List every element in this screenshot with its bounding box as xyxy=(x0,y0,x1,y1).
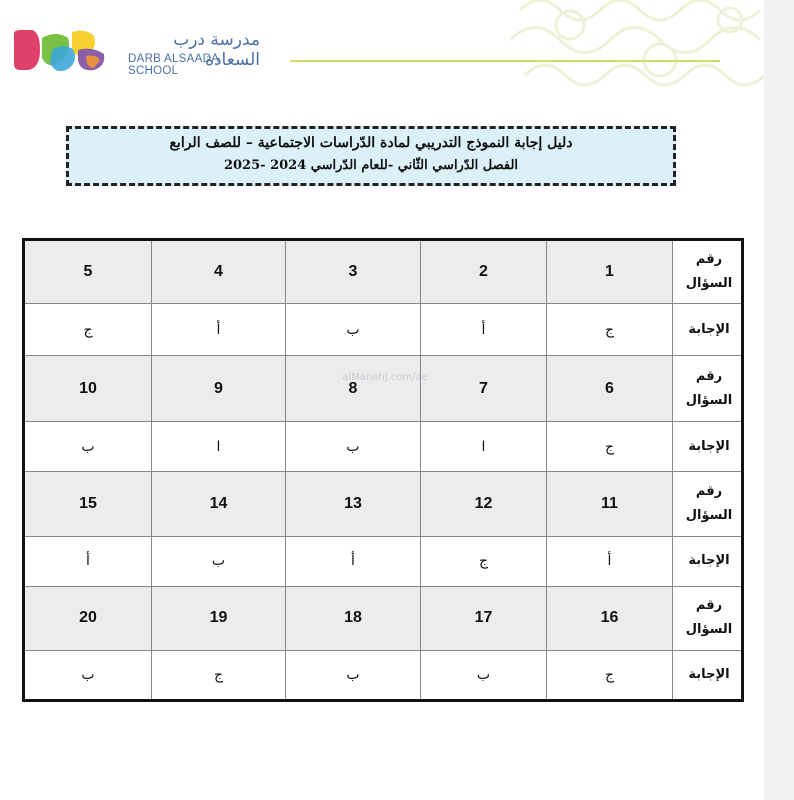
question-number-cell: 8 xyxy=(286,356,421,422)
answer-cell: أ xyxy=(421,304,547,356)
answer-cell: ب xyxy=(24,422,152,472)
question-number-label: رقم السؤال xyxy=(673,240,743,304)
question-number-cell: 15 xyxy=(24,472,152,536)
answer-cell: أ xyxy=(24,536,152,586)
school-name-english: DARB ALSAADA SCHOOL xyxy=(128,53,219,77)
answer-cell: ج xyxy=(152,650,286,700)
question-number-row xyxy=(24,586,743,650)
question-number-cell: 17 xyxy=(421,586,547,650)
answer-cell: أ xyxy=(152,304,286,356)
document-title: دليل إجابة النموذج التدريبي لمادة الدّراسات الاجتماعية – للصف الرابع xyxy=(169,135,573,151)
question-number-cell: 19 xyxy=(152,586,286,650)
question-number-cell: 18 xyxy=(286,586,421,650)
answer-row xyxy=(24,650,743,700)
question-number-cell: 4 xyxy=(152,240,286,304)
answer-cell: ج xyxy=(547,304,673,356)
answer-cell: ج xyxy=(421,536,547,586)
question-number-row xyxy=(24,356,743,422)
question-number-cell: 11 xyxy=(547,472,673,536)
watermark: alManahj.com/ae xyxy=(342,372,428,383)
answer-cell: ب xyxy=(421,650,547,700)
question-number-cell: 6 xyxy=(547,356,673,422)
question-number-cell: 1 xyxy=(547,240,673,304)
question-number-cell: 14 xyxy=(152,472,286,536)
question-number-cell: 20 xyxy=(24,586,152,650)
question-number-cell: 13 xyxy=(286,472,421,536)
answer-cell: ا xyxy=(152,422,286,472)
question-number-label: رقم السؤال xyxy=(673,356,743,422)
answer-label: الإجابة xyxy=(673,304,743,356)
answer-cell: ب xyxy=(286,422,421,472)
answer-cell: ج xyxy=(24,304,152,356)
answer-row xyxy=(24,304,743,356)
answer-cell: أ xyxy=(286,536,421,586)
school-logo xyxy=(12,28,112,74)
page-side-strip xyxy=(764,0,794,800)
answer-key-table xyxy=(22,238,744,702)
question-number-row xyxy=(24,240,743,304)
question-number-label: رقم السؤال xyxy=(673,586,743,650)
document-subtitle: الفصل الدّراسي الثّاني -للعام الدّراسي 2024 -2025 xyxy=(223,158,519,173)
question-number-cell: 3 xyxy=(286,240,421,304)
answer-cell: ج xyxy=(547,650,673,700)
question-number-cell: 16 xyxy=(547,586,673,650)
answer-label: الإجابة xyxy=(673,422,743,472)
answer-cell: ب xyxy=(152,536,286,586)
answer-cell: ب xyxy=(286,304,421,356)
school-name-arabic: مدرسة درب السعادة xyxy=(173,30,260,70)
question-number-cell: 7 xyxy=(421,356,547,422)
title-box xyxy=(66,126,676,186)
answer-label: الإجابة xyxy=(673,536,743,586)
answer-row xyxy=(24,536,743,586)
question-number-cell: 9 xyxy=(152,356,286,422)
question-number-row xyxy=(24,472,743,536)
decorative-pattern xyxy=(510,0,764,95)
answer-cell: ب xyxy=(286,650,421,700)
question-number-cell: 5 xyxy=(24,240,152,304)
header-divider xyxy=(290,60,720,62)
answer-label: الإجابة xyxy=(673,650,743,700)
answer-cell: ج xyxy=(547,422,673,472)
answer-row xyxy=(24,422,743,472)
answer-cell: أ xyxy=(547,536,673,586)
question-number-cell: 10 xyxy=(24,356,152,422)
answer-cell: ا xyxy=(421,422,547,472)
question-number-label: رقم السؤال xyxy=(673,472,743,536)
question-number-cell: 2 xyxy=(421,240,547,304)
answer-cell: ب xyxy=(24,650,152,700)
question-number-cell: 12 xyxy=(421,472,547,536)
